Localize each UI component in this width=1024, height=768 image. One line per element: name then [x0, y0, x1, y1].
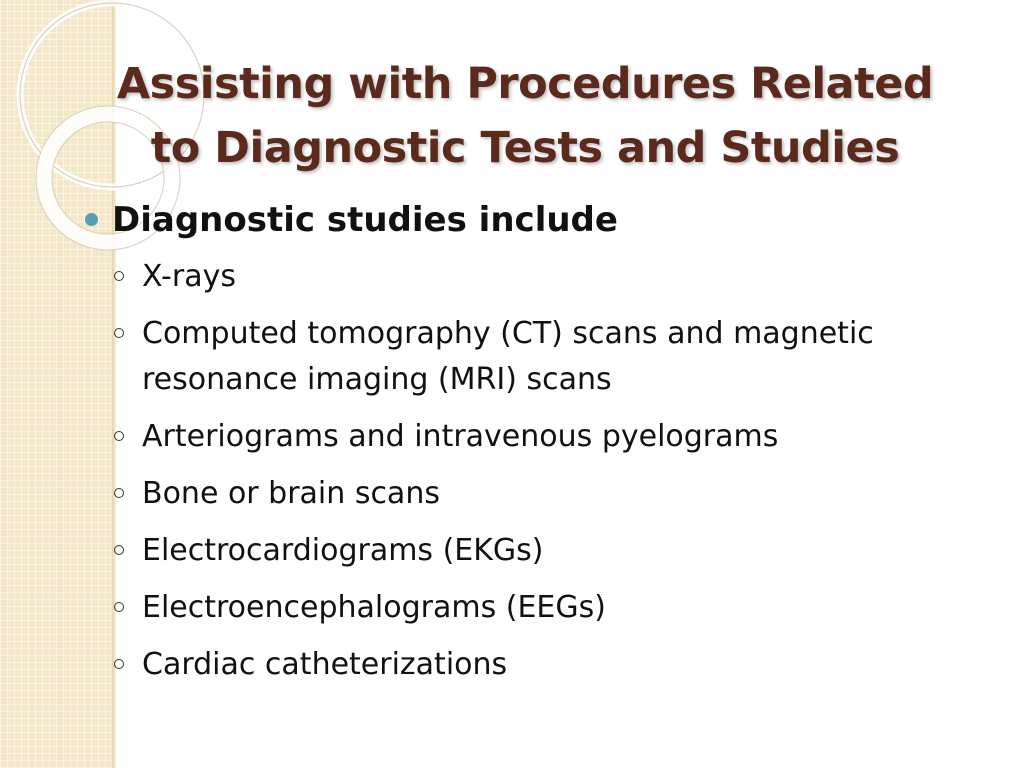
slide-content	[82, 194, 982, 699]
bullet-ring-icon	[114, 488, 124, 498]
list-item	[82, 414, 982, 460]
slide-title	[70, 52, 980, 180]
list-item-text: X-rays	[142, 259, 236, 294]
bullet-ring-icon	[114, 659, 124, 669]
level1-bullet	[82, 194, 982, 246]
title-line-1: Assisting with Procedures Related	[116, 59, 934, 109]
list-item	[82, 642, 982, 688]
list-item-text: Electroencephalograms (EEGs)	[142, 590, 606, 625]
sub-bullet-list	[82, 254, 982, 688]
list-item	[82, 585, 982, 631]
list-item	[82, 471, 982, 517]
list-item	[82, 528, 982, 574]
list-item-text: Computed tomography (CT) scans and magnetic resonance imaging (MRI) scans	[142, 316, 874, 397]
bullet-ring-icon	[114, 431, 124, 441]
title-line-2: to Diagnostic Tests and Studies	[150, 123, 900, 173]
list-item	[82, 311, 982, 403]
bullet-dot-icon	[85, 213, 98, 226]
bullet-ring-icon	[114, 602, 124, 612]
list-item-text: Cardiac catheterizations	[142, 647, 508, 682]
level1-text: Diagnostic studies include	[112, 200, 618, 240]
list-item-text: Bone or brain scans	[142, 476, 440, 511]
list-item-text: Arteriograms and intravenous pyelograms	[142, 419, 779, 454]
bullet-ring-icon	[114, 271, 124, 281]
bullet-ring-icon	[114, 328, 124, 338]
bullet-ring-icon	[114, 545, 124, 555]
list-item-text: Electrocardiograms (EKGs)	[142, 533, 544, 568]
list-item	[82, 254, 982, 300]
